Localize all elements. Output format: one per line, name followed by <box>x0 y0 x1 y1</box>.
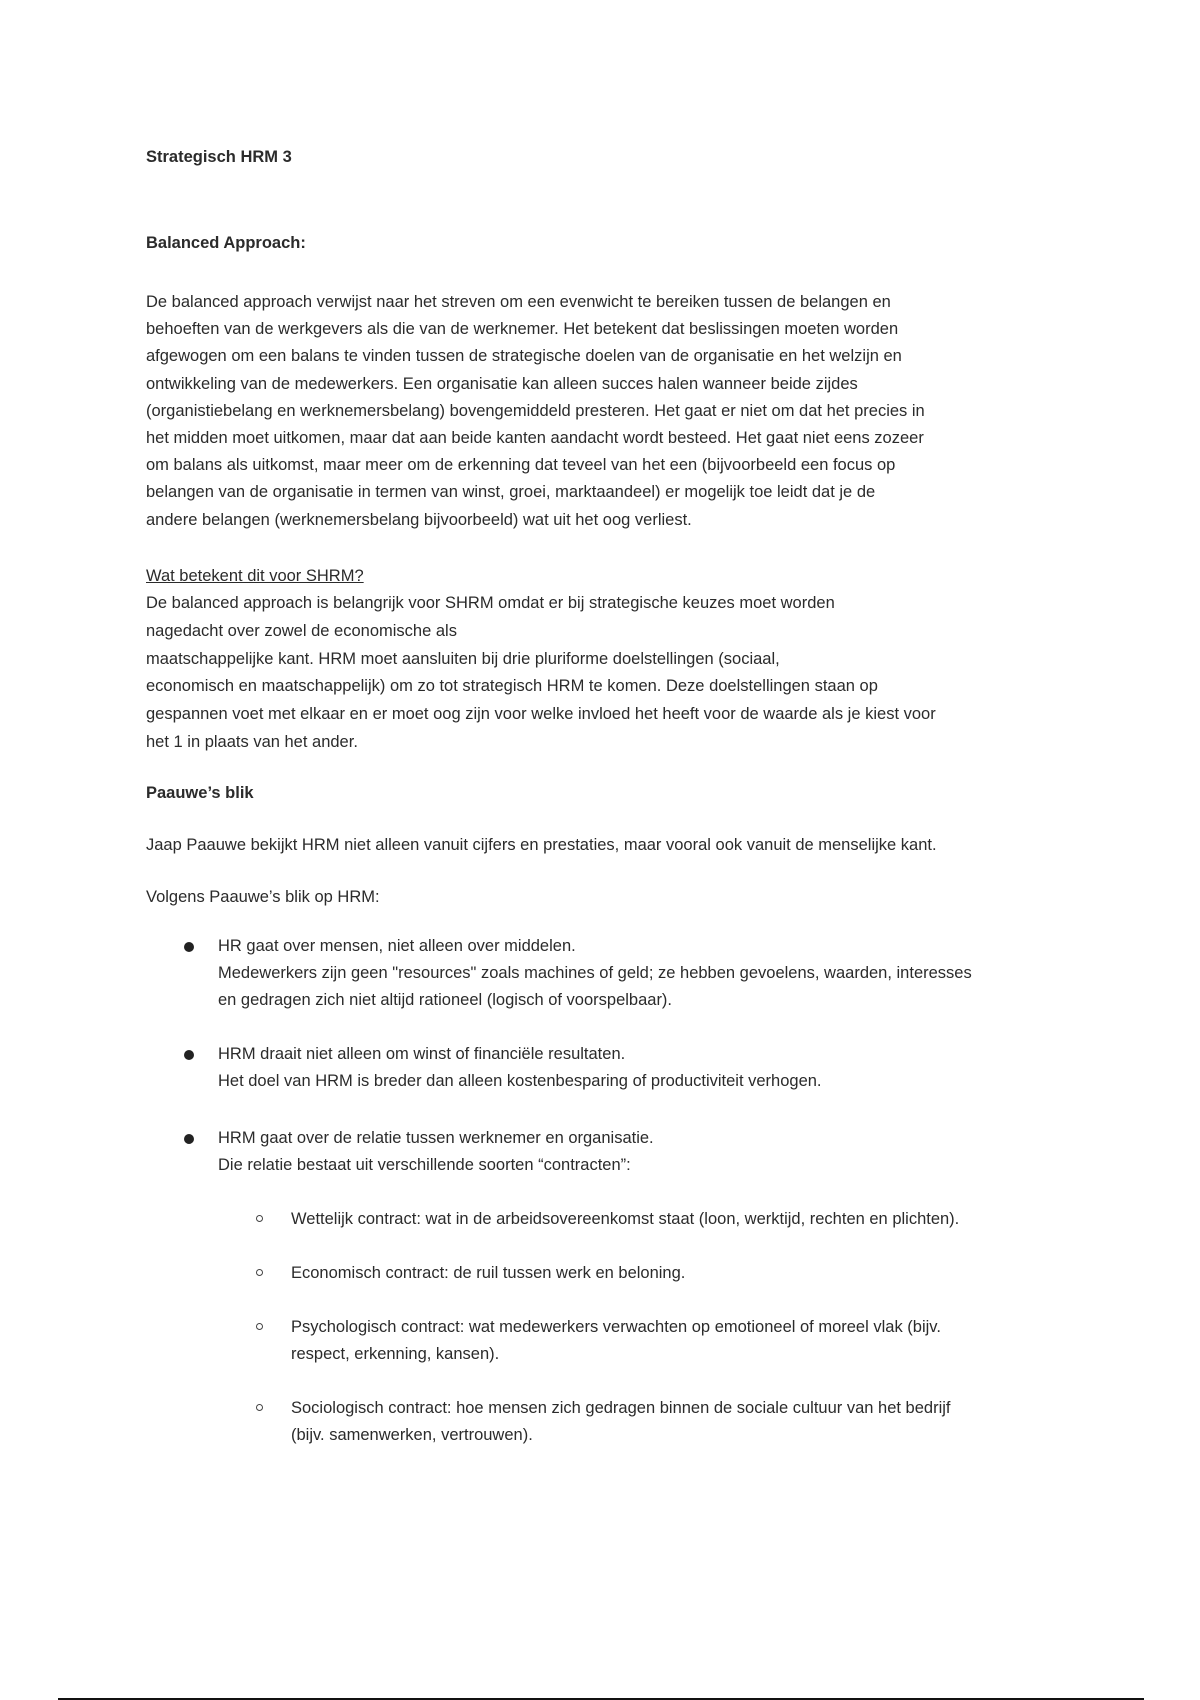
contract-line: Economisch contract: de ruil tussen werk en beloning. <box>291 1264 686 1282</box>
bullet-item <box>218 933 1118 1015</box>
circle-bullet-icon <box>256 1323 263 1330</box>
bullet-main: HR gaat over mensen, niet alleen over middelen. <box>218 937 576 955</box>
bullet-sub: Die relatie bestaat uit verschillende soorten “contracten”: <box>218 1156 631 1175</box>
bullet-main: HRM draait niet alleen om winst of financiële resultaten. <box>218 1045 626 1063</box>
contract-item <box>291 1260 1191 1287</box>
contract-line: Psychologisch contract: wat medewerkers verwachten op emotioneel of moreel vlak (bijv. <box>291 1318 941 1336</box>
paragraph-line: De balanced approach verwijst naar het streven om een evenwicht te bereiken tussen de belangen en <box>146 293 891 311</box>
contract-line: Wettelijk contract: wat in de arbeidsovereenkomst staat (loon, werktijd, rechten en plichten). <box>291 1210 960 1228</box>
paragraph-line: gespannen voet met elkaar en er moet oog zijn voor welke invloed het heeft voor de waarde als je kiest voor <box>146 705 936 724</box>
paauwe-intro: Jaap Paauwe bekijkt HRM niet alleen vanuit cijfers en prestaties, maar vooral ook vanuit de menselijke kant. <box>146 836 937 854</box>
paragraph-line: De balanced approach is belangrijk voor SHRM omdat er bij strategische keuzes moet worden <box>146 594 835 612</box>
bullet-icon <box>184 942 194 952</box>
bullet-sub: Medewerkers zijn geen "resources" zoals machines of geld; ze hebben gevoelens, waarden, interesses <box>218 964 972 983</box>
paragraph-line: behoeften van de werkgevers als die van de werknemer. Het betekent dat beslissingen moeten worden <box>146 320 899 339</box>
paragraph-line: economisch en maatschappelijk) om zo tot strategisch HRM te komen. Deze doelstellingen staan op <box>146 677 878 696</box>
bullet-icon <box>184 1050 194 1060</box>
paragraph-line: (organistiebelang en werknemersbelang) bovengemiddeld presteren. Het gaat er niet om dat het precies in <box>146 401 925 420</box>
bullet-sub: Het doel van HRM is breder dan alleen kostenbesparing of productiviteit verhogen. <box>218 1072 822 1091</box>
contract-line: Sociologisch contract: hoe mensen zich gedragen binnen de sociale cultuur van het bedrijf <box>291 1399 951 1417</box>
paragraph-line: om balans als uitkomst, maar meer om de erkenning dat teveel van het een (bijvoorbeeld een focus op <box>146 456 896 475</box>
contract-line: (bijv. samenwerken, vertrouwen). <box>291 1426 533 1445</box>
section-heading-paauwe: Paauwe’s blik <box>146 784 254 802</box>
contract-line: respect, erkenning, kansen). <box>291 1345 500 1364</box>
paragraph-line: ontwikkeling van de medewerkers. Een organisatie kan alleen succes halen wanneer beide zijdes <box>146 374 858 393</box>
paragraph-line: afgewogen om een balans te vinden tussen de strategische doelen van de organisatie en het welzijn en <box>146 347 902 366</box>
contract-item <box>291 1206 1191 1233</box>
balanced-approach-paragraph <box>146 289 1046 534</box>
circle-bullet-icon <box>256 1269 263 1276</box>
section-heading-shrm: Wat betekent dit voor SHRM? <box>146 567 364 585</box>
paragraph-line: andere belangen (werknemersbelang bijvoorbeeld) wat uit het oog verliest. <box>146 510 692 529</box>
bullet-icon <box>184 1134 194 1144</box>
bullet-main: HRM gaat over de relatie tussen werknemer en organisatie. <box>218 1129 654 1147</box>
bullet-item <box>218 1041 1118 1095</box>
paauwe-lead: Volgens Paauwe’s blik op HRM: <box>146 888 380 906</box>
bullet-item <box>218 1125 1118 1179</box>
contract-item <box>291 1395 1191 1449</box>
contract-item <box>291 1314 1191 1368</box>
paragraph-line: het midden moet uitkomen, maar dat aan beide kanten aandacht wordt besteed. Het gaat niet eens zozeer <box>146 429 924 448</box>
paragraph-line: nagedacht over zowel de economische als <box>146 621 457 640</box>
shrm-paragraph <box>146 590 1046 757</box>
paragraph-line: belangen van de organisatie in termen van winst, groei, marktaandeel) er mogelijk toe leidt dat je de <box>146 483 876 502</box>
bullet-sub: en gedragen zich niet altijd rationeel (logisch of voorspelbaar). <box>218 991 673 1010</box>
section-heading-balanced-approach: Balanced Approach: <box>146 234 306 252</box>
paragraph-line: maatschappelijke kant. HRM moet aansluiten bij drie pluriforme doelstellingen (sociaal, <box>146 649 780 668</box>
circle-bullet-icon <box>256 1215 263 1222</box>
circle-bullet-icon <box>256 1404 263 1411</box>
document-title: Strategisch HRM 3 <box>146 148 292 166</box>
paragraph-line: het 1 in plaats van het ander. <box>146 732 358 751</box>
